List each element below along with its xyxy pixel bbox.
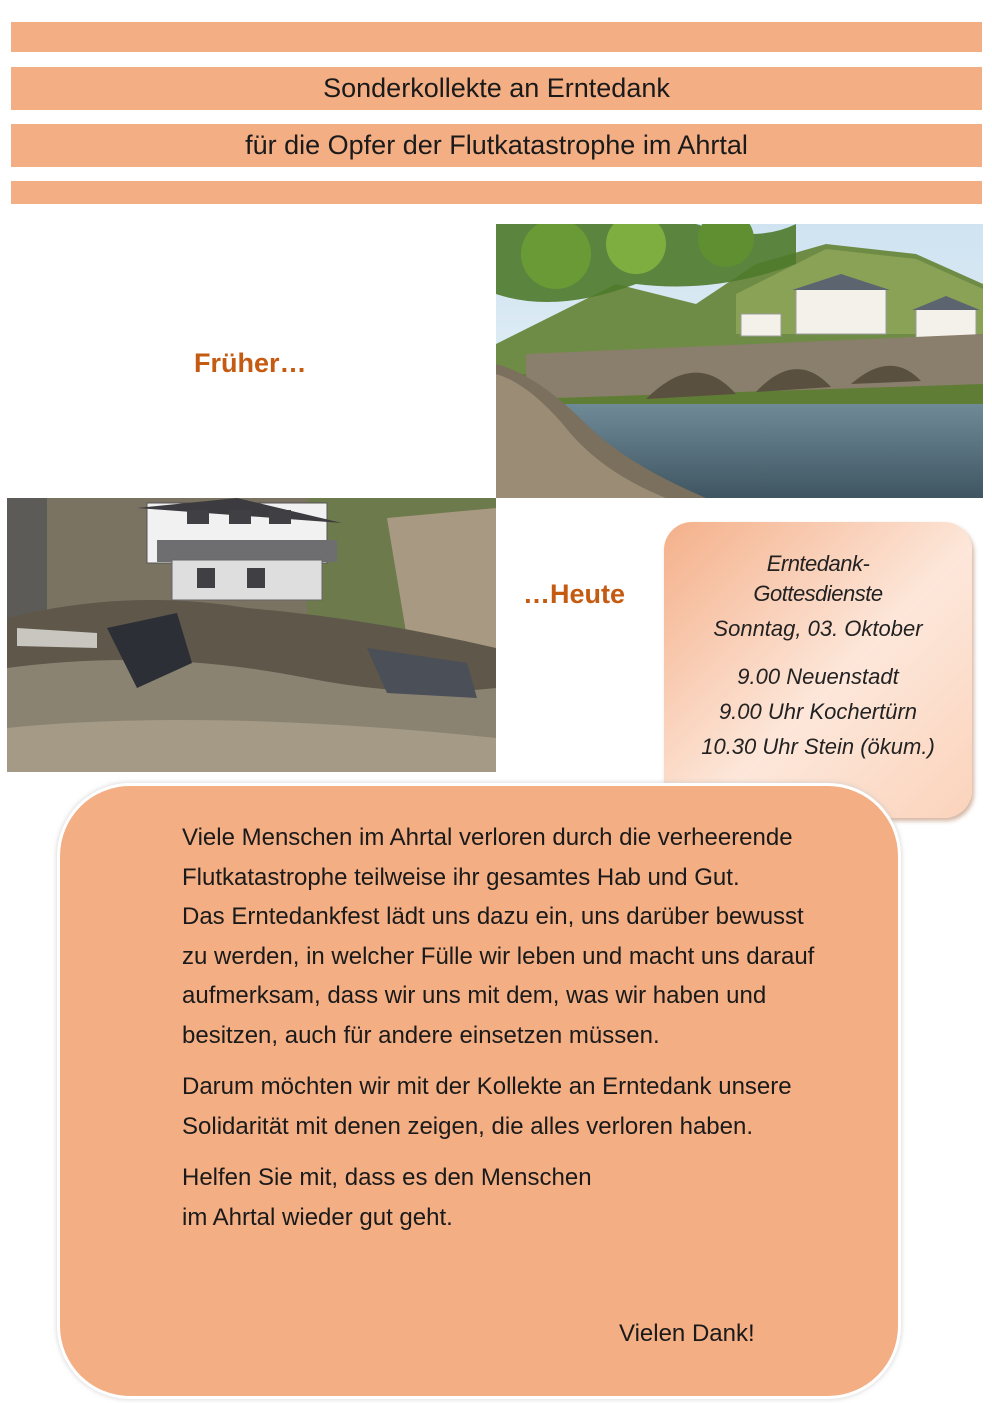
after-label: …Heute xyxy=(523,579,626,609)
header-subtitle-band xyxy=(11,124,982,167)
thanks-text: Vielen Dank! xyxy=(619,1320,755,1347)
header-subtitle: für die Opfer der Flutkatastrophe im Ahrtal xyxy=(245,130,748,160)
header-band-top xyxy=(11,22,982,52)
body-paragraph-2: Das Erntedankfest lädt uns dazu ein, uns darüber bewusst zu werden, in welcher Fülle wir leben und macht uns darauf aufmerksam, dass wir uns mit dem, was wir haben und besitzen, auch für andere einsetzen müssen. xyxy=(182,903,815,1049)
body-paragraph-3: Darum möchten wir mit der Kollekte an Erntedank unsere Solidarität mit denen zeigen, die alles verloren haben. xyxy=(182,1073,792,1140)
header-title-band xyxy=(11,67,982,110)
services-time-2: 9.00 Uhr Kochertürn xyxy=(718,699,918,724)
services-heading-line2: Gottesdienste xyxy=(753,581,883,606)
main-text xyxy=(182,818,822,1249)
header-title: Sonderkollekte an Erntedank xyxy=(323,73,670,103)
services-time-3: 10.30 Uhr Stein (ökum.) xyxy=(701,734,935,759)
services-date: Sonntag, 03. Oktober xyxy=(713,616,923,641)
services-time-1: 9.00 Neuenstadt xyxy=(737,664,899,689)
bridge-photo xyxy=(496,224,983,498)
body-paragraph-4: Helfen Sie mit, dass es den Menschen im Ahrtal wieder gut geht. xyxy=(182,1164,592,1231)
services-box xyxy=(664,522,972,818)
before-label: Früher… xyxy=(194,348,307,378)
header-band-bottom xyxy=(11,181,982,204)
flood-damage-photo xyxy=(7,498,496,772)
services-heading-line1: Erntedank- xyxy=(766,551,870,576)
body-paragraph-1: Viele Menschen im Ahrtal verloren durch die verheerende Flutkatastrophe teilweise ihr gesamtes Hab und Gut. xyxy=(182,824,793,891)
